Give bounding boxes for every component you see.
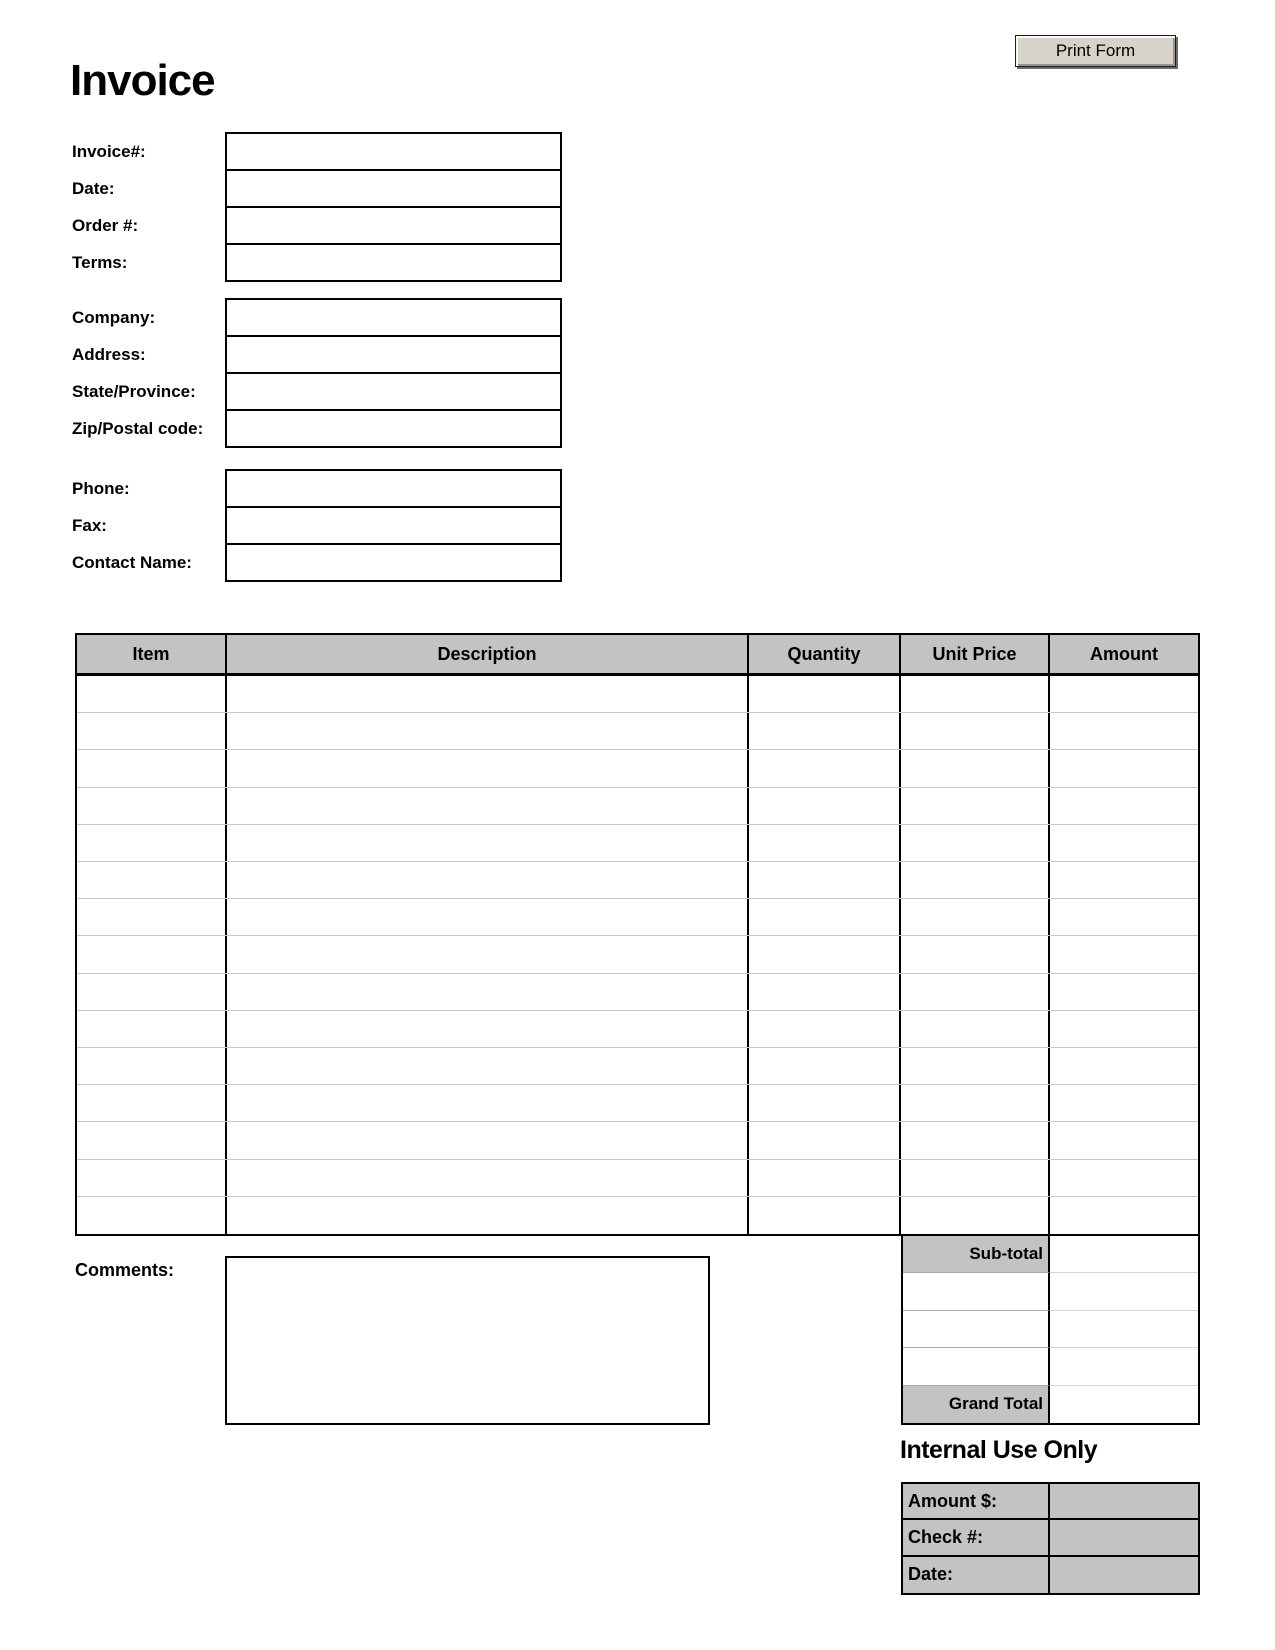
extra-total-amount-input[interactable]: [1050, 1273, 1198, 1310]
description-cell-input[interactable]: [227, 974, 749, 1010]
table-row: [77, 788, 1198, 825]
item-cell-input[interactable]: [77, 862, 227, 898]
internal-use-table: [901, 1482, 1200, 1595]
table-row: [77, 1011, 1198, 1048]
quantity-cell-input[interactable]: [749, 788, 901, 824]
amount-cell-input[interactable]: [1050, 862, 1198, 898]
table-row: [77, 1085, 1198, 1122]
amount-cell-input[interactable]: [1050, 825, 1198, 861]
check-value-input[interactable]: [1050, 1520, 1198, 1554]
item-cell-input[interactable]: [77, 1197, 227, 1234]
unit-price-cell-input[interactable]: [901, 936, 1050, 972]
item-cell-input[interactable]: [77, 1085, 227, 1121]
extra-total-row: [903, 1273, 1198, 1310]
extra-total-label: [903, 1273, 1050, 1310]
description-cell-input[interactable]: [227, 1011, 749, 1047]
field-group-1: [72, 132, 572, 282]
quantity-cell-input[interactable]: [749, 1160, 901, 1196]
item-cell-input[interactable]: [77, 825, 227, 861]
page-title: Invoice: [70, 56, 215, 105]
sub-total-row: [903, 1236, 1198, 1273]
item-cell-input[interactable]: [77, 1122, 227, 1158]
invoice-row: [72, 132, 572, 171]
date-value-input[interactable]: [1050, 1557, 1198, 1593]
fax-row: [72, 506, 572, 545]
item-cell-input[interactable]: [77, 788, 227, 824]
unit-price-cell-input[interactable]: [901, 788, 1050, 824]
quantity-cell-input[interactable]: [749, 936, 901, 972]
grand-total-label: Grand Total: [903, 1386, 1050, 1423]
contact-name-label: Contact Name:: [72, 552, 192, 572]
description-cell-input[interactable]: [227, 1160, 749, 1196]
unit-price-cell-input[interactable]: [901, 974, 1050, 1010]
quantity-cell-input[interactable]: [749, 1197, 901, 1234]
extra-total-amount-input[interactable]: [1050, 1311, 1198, 1348]
description-cell-input[interactable]: [227, 713, 749, 749]
date-row: [72, 169, 572, 208]
terms-label: Terms:: [72, 252, 128, 272]
table-row: [77, 825, 1198, 862]
column-header-unit-price: Unit Price: [901, 635, 1050, 673]
description-cell-input[interactable]: [227, 1122, 749, 1158]
table-row: [77, 974, 1198, 1011]
description-cell-input[interactable]: [227, 788, 749, 824]
description-cell-input[interactable]: [227, 825, 749, 861]
extra-total-row: [903, 1311, 1198, 1348]
amount-cell-input[interactable]: [1050, 899, 1198, 935]
description-cell-input[interactable]: [227, 1197, 749, 1234]
description-cell-input[interactable]: [227, 750, 749, 786]
zip-postal-code-row: [72, 409, 572, 448]
quantity-cell-input[interactable]: [749, 862, 901, 898]
company-input[interactable]: [225, 298, 562, 337]
contact-name-row: [72, 543, 572, 582]
table-row: [77, 936, 1198, 973]
table-row: [77, 750, 1198, 787]
internal-use-heading: Internal Use Only: [900, 1436, 1098, 1464]
phone-label: Phone:: [72, 478, 130, 498]
line-items-header-row: [77, 635, 1198, 676]
item-cell-input[interactable]: [77, 1048, 227, 1084]
unit-price-cell-input[interactable]: [901, 713, 1050, 749]
terms-input[interactable]: [225, 243, 562, 282]
comments-input[interactable]: [225, 1256, 710, 1425]
check-row: [903, 1520, 1198, 1556]
phone-input[interactable]: [225, 469, 562, 508]
table-row: [77, 1197, 1198, 1234]
amount-cell-input[interactable]: [1050, 713, 1198, 749]
line-items-body: [77, 676, 1198, 1234]
amount-cell-input[interactable]: [1050, 1122, 1198, 1158]
quantity-cell-input[interactable]: [749, 1048, 901, 1084]
address-input[interactable]: [225, 335, 562, 374]
unit-price-cell-input[interactable]: [901, 1085, 1050, 1121]
table-row: [77, 1160, 1198, 1197]
amount-value-input[interactable]: [1050, 1484, 1198, 1518]
amount-cell-input[interactable]: [1050, 1011, 1198, 1047]
company-label: Company:: [72, 307, 156, 327]
description-cell-input[interactable]: [227, 862, 749, 898]
field-group-3: [72, 469, 572, 582]
grand-total-amount-input[interactable]: [1050, 1386, 1198, 1423]
amount-cell-input[interactable]: [1050, 1160, 1198, 1196]
description-cell-input[interactable]: [227, 676, 749, 712]
date-label: Date:: [72, 178, 115, 198]
unit-price-cell-input[interactable]: [901, 1160, 1050, 1196]
comments-label: Comments:: [75, 1260, 175, 1280]
company-row: [72, 298, 572, 337]
description-cell-input[interactable]: [227, 899, 749, 935]
table-row: [77, 1048, 1198, 1085]
date-row: [903, 1557, 1198, 1593]
amount-cell-input[interactable]: [1050, 1048, 1198, 1084]
unit-price-cell-input[interactable]: [901, 862, 1050, 898]
table-row: [77, 713, 1198, 750]
line-items-table: [75, 633, 1200, 1236]
quantity-cell-input[interactable]: [749, 1122, 901, 1158]
item-cell-input[interactable]: [77, 713, 227, 749]
unit-price-cell-input[interactable]: [901, 899, 1050, 935]
table-row: [77, 676, 1198, 713]
unit-price-cell-input[interactable]: [901, 1011, 1050, 1047]
column-header-quantity: Quantity: [749, 635, 901, 673]
quantity-cell-input[interactable]: [749, 825, 901, 861]
sub-total-label: Sub-total: [903, 1236, 1050, 1273]
amount-label: Amount $:: [903, 1484, 1050, 1518]
amount-cell-input[interactable]: [1050, 974, 1198, 1010]
amount-cell-input[interactable]: [1050, 676, 1198, 712]
field-group-2: [72, 298, 572, 448]
print-form-button[interactable]: Print Form: [1015, 35, 1176, 67]
quantity-cell-input[interactable]: [749, 974, 901, 1010]
column-header-amount: Amount: [1090, 643, 1158, 664]
description-cell-input[interactable]: [227, 1048, 749, 1084]
column-header-description: Description: [227, 635, 749, 673]
description-cell-input[interactable]: [227, 936, 749, 972]
item-cell-input[interactable]: [77, 899, 227, 935]
table-row: [77, 862, 1198, 899]
unit-price-cell-input[interactable]: [901, 1197, 1050, 1234]
grand-total-row: [903, 1386, 1198, 1423]
extra-total-row: [903, 1348, 1198, 1385]
amount-cell-input[interactable]: [1050, 1085, 1198, 1121]
order-row: [72, 206, 572, 245]
item-cell-input[interactable]: [77, 1160, 227, 1196]
order-input[interactable]: [225, 206, 562, 245]
date-input[interactable]: [225, 169, 562, 208]
invoice-label: Invoice#:: [72, 141, 146, 161]
amount-cell-input[interactable]: [1050, 1197, 1198, 1234]
quantity-cell-input[interactable]: [749, 713, 901, 749]
state-province-label: State/Province:: [72, 381, 196, 401]
unit-price-cell-input[interactable]: [901, 1122, 1050, 1158]
terms-row: [72, 243, 572, 282]
extra-total-label: [903, 1311, 1050, 1348]
quantity-cell-input[interactable]: [749, 750, 901, 786]
extra-total-label: [903, 1348, 1050, 1385]
fax-label: Fax:: [72, 515, 107, 535]
order-label: Order #:: [72, 215, 139, 235]
amount-cell-input[interactable]: [1050, 788, 1198, 824]
zip-postal-code-input[interactable]: [225, 409, 562, 448]
item-cell-input[interactable]: [77, 1011, 227, 1047]
address-row: [72, 335, 572, 374]
quantity-cell-input[interactable]: [749, 899, 901, 935]
description-cell-input[interactable]: [227, 1085, 749, 1121]
unit-price-cell-input[interactable]: [901, 750, 1050, 786]
extra-total-amount-input[interactable]: [1050, 1348, 1198, 1385]
item-cell-input[interactable]: [77, 936, 227, 972]
check-label: Check #:: [903, 1520, 1050, 1554]
table-row: [77, 1122, 1198, 1159]
state-province-input[interactable]: [225, 372, 562, 411]
amount-row: [903, 1484, 1198, 1520]
fax-input[interactable]: [225, 506, 562, 545]
item-cell-input[interactable]: [77, 676, 227, 712]
quantity-cell-input[interactable]: [749, 676, 901, 712]
amount-cell-input[interactable]: [1050, 936, 1198, 972]
totals-table: [901, 1236, 1200, 1425]
invoice-input[interactable]: [225, 132, 562, 171]
unit-price-cell-input[interactable]: [901, 825, 1050, 861]
state-province-row: [72, 372, 572, 411]
phone-row: [72, 469, 572, 508]
amount-cell-input[interactable]: [1050, 750, 1198, 786]
item-cell-input[interactable]: [77, 974, 227, 1010]
address-label: Address:: [72, 344, 146, 364]
contact-name-input[interactable]: [225, 543, 562, 582]
item-cell-input[interactable]: [77, 750, 227, 786]
date-label: Date:: [903, 1557, 1050, 1593]
sub-total-amount-input[interactable]: [1050, 1236, 1198, 1273]
zip-postal-code-label: Zip/Postal code:: [72, 418, 204, 438]
unit-price-cell-input[interactable]: [901, 676, 1050, 712]
quantity-cell-input[interactable]: [749, 1085, 901, 1121]
quantity-cell-input[interactable]: [749, 1011, 901, 1047]
table-row: [77, 899, 1198, 936]
unit-price-cell-input[interactable]: [901, 1048, 1050, 1084]
column-header-item: Item: [77, 635, 227, 673]
